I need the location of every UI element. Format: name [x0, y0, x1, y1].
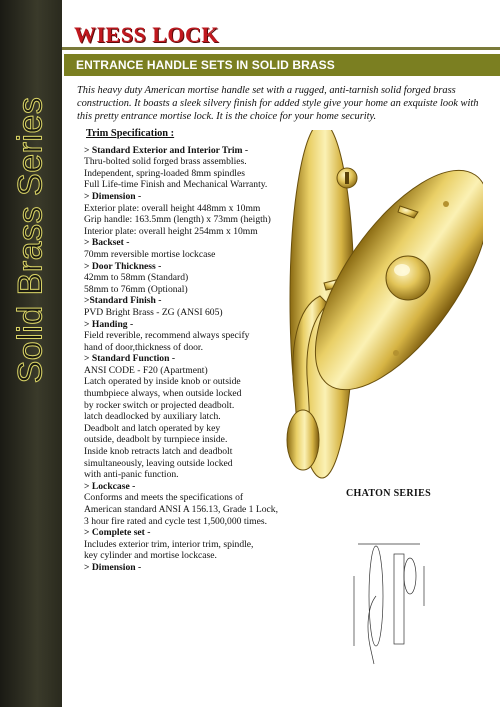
logo-divider: [62, 47, 500, 50]
spec-line: Exterior plate: overall height 448mm x 10mm: [84, 202, 261, 214]
intro-paragraph: This heavy duty American mortise handle set with a rugged, anti-tarnish solid forged brass construction. It boasts a sleek silvery finish for added style give your home an exquiste look with this pretty entrance mortise lock. It is the choice for your home security.: [77, 85, 479, 122]
trim-specification: [84, 128, 294, 574]
spec-line: Latch operated by inside knob or outside: [84, 376, 241, 388]
section-banner: ENTRANCE HANDLE SETS IN SOLID BRASS: [64, 54, 500, 76]
spec-line: with anti-panic function.: [84, 469, 179, 481]
spec-line: Deadbolt and latch operated by key: [84, 422, 221, 434]
spec-heading: > Lockcase -: [84, 480, 136, 492]
spec-heading: > Backset -: [84, 237, 130, 249]
spec-line: thumbpiece always, when outside locked: [84, 388, 242, 400]
spec-heading: > Dimension -: [84, 561, 142, 573]
spec-line: PVD Bright Brass - ZG (ANSI 605): [84, 306, 223, 318]
spec-line: Interior plate: overall height 254mm x 10mm: [84, 225, 258, 237]
spec-heading: > Dimension -: [84, 190, 142, 202]
spec-line: 42mm to 58mm (Standard): [84, 272, 189, 284]
spec-line: Independent, spring-loaded 8mm spindles: [84, 167, 245, 179]
spec-line: Includes exterior trim, interior trim, spindle,: [84, 538, 254, 550]
spec-line: outside, deadbolt by turnpiece inside.: [84, 434, 228, 446]
spec-line: Full Life-time Finish and Mechanical Warranty.: [84, 179, 268, 191]
handle-base: [287, 410, 319, 470]
spec-line: 58mm to 76mm (Optional): [84, 283, 188, 295]
spec-line: ANSI CODE - F20 (Apartment): [84, 364, 208, 376]
spec-line: hand of door,thickness of door.: [84, 341, 203, 353]
spec-heading: >Standard Finish -: [84, 295, 162, 307]
spec-line: Thru-bolted solid forged brass assemblies.: [84, 156, 247, 168]
brand-logo: WIESS LOCK: [74, 22, 219, 47]
spec-line: latch deadlocked by auxiliary latch.: [84, 411, 221, 423]
handleset-product-image: [268, 130, 483, 490]
spec-line: key cylinder and mortise lockcase.: [84, 550, 217, 562]
spec-line: Grip handle: 163.5mm (length) x 73mm (heigth): [84, 214, 271, 226]
spec-heading: > Standard Function -: [84, 353, 176, 365]
sidebar: [0, 0, 62, 707]
spec-line: Field reverible, recommend always specify: [84, 330, 250, 342]
spec-line: 70mm reversible mortise lockcase: [84, 248, 216, 260]
spec-line: Inside knob retracts latch and deadbolt: [84, 446, 233, 458]
series-side-title: Solid Brass Series: [11, 96, 50, 384]
spec-heading: > Standard Exterior and Interior Trim -: [84, 144, 249, 156]
spec-lines: [84, 145, 294, 574]
spec-heading: > Handing -: [84, 318, 134, 330]
spec-line: simultaneously, leaving outside locked: [84, 457, 233, 469]
product-caption: CHATON SERIES: [346, 488, 431, 499]
spec-line: 3 hour fire rated and cycle test 1,500,000 times.: [84, 515, 268, 527]
spec-line: Conforms and meets the specifications of: [84, 492, 244, 504]
spec-heading: > Door Thickness -: [84, 260, 162, 272]
spec-line: by rocker switch or projected deadbolt.: [84, 399, 235, 411]
interior-knob: [386, 256, 430, 300]
spec-line: American standard ANSI A 156.13, Grade 1 Lock,: [84, 504, 278, 515]
technical-drawing: [350, 536, 430, 676]
spec-heading: > Complete set -: [84, 527, 151, 539]
spec-title: Trim Specification :: [86, 128, 175, 139]
